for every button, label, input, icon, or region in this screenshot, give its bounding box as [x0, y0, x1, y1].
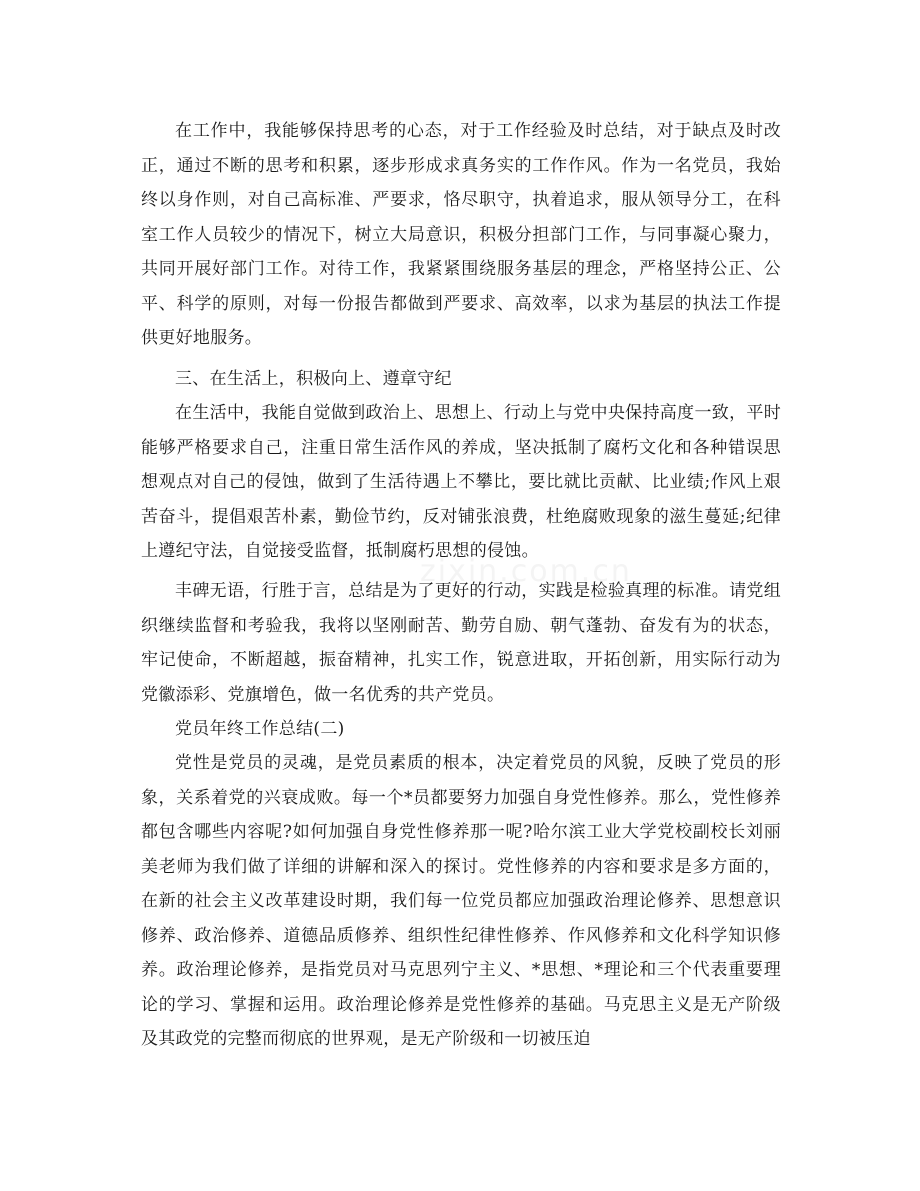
section-heading-life: 三、在生活上，积极向上、遵章守纪: [175, 369, 452, 389]
section-heading-summary-two: 党员年终工作总结(二): [175, 719, 345, 739]
paragraph-work-attitude: 在工作中，我能够保持思考的心态，对于工作经验及时总结，对于缺点及时改正，通过不断的思考和积累，逐步形成求真务实的工作作风。作为一名党员，我始终以身作则，对自己高标准、严要求，恪尽职守，执着追求，服从领导分工，在科室工作人员较少的情况下，树立大局意识，积极分担部门工作，与同事凝心聚力，共同开展好部门工作。对待工作，我紧紧围绕服务基层的理念，严格坚持公正、公平、科学的原则，对每一份报告都做到严要求、高效率，以求为基层的执法工作提供更好地服务。: [141, 121, 781, 348]
paragraph-party-spirit: 党性是党员的灵魂，是党员素质的根本，决定着党员的风貌，反映了党员的形象，关系着党的兴衰成败。每一个*员都要努力加强自身党性修养。那么，党性修养都包含哪些内容呢?如何加强自身党性修养那一呢?哈尔滨工业大学党校副校长刘丽美老师为我们做了详细的讲解和深入的探讨。党性修养的内容和要求是多方面的，在新的社会主义改革建设时期，我们每一位党员都应加强政治理论修养、思想意识修养、政治修养、道德品质修养、组织性纪律性修养、作风修养和文化科学知识修养。政治理论修养，是指党员对马克思列宁主义、*思想、*理论和三个代表重要理论的学习、掌握和运用。政治理论修养是党性修养的基础。马克思主义是无产阶级及其政党的完整而彻底的世界观，是无产阶级和一切被压迫: [141, 753, 781, 1049]
paragraph-life-conduct: 在生活中，我能自觉做到政治上、思想上、行动上与党中央保持高度一致，平时能够严格要求自己，注重日常生活作风的养成，坚决抵制了腐朽文化和各种错误思想观点对自己的侵蚀，做到了生活待遇上不攀比，要比就比贡献、比业绩;作风上艰苦奋斗，提倡艰苦朴素，勤俭节约，反对铺张浪费，杜绝腐败现象的滋生蔓延;纪律上遵纪守法，自觉接受监督，抵制腐朽思想的侵蚀。: [141, 403, 781, 561]
paragraph-conclusion: 丰碑无语，行胜于言，总结是为了更好的行动，实践是检验真理的标准。请党组织继续监督和考验我，我将以坚刚耐苦、勤劳自励、朝气蓬勃、奋发有为的状态，牢记使命，不断超越，振奋精神，扎实工作，锐意进取，开拓创新，用实际行动为党徽添彩、党旗增色，做一名优秀的共产党员。: [141, 581, 781, 705]
watermark: zixin.com.cn: [420, 554, 632, 589]
